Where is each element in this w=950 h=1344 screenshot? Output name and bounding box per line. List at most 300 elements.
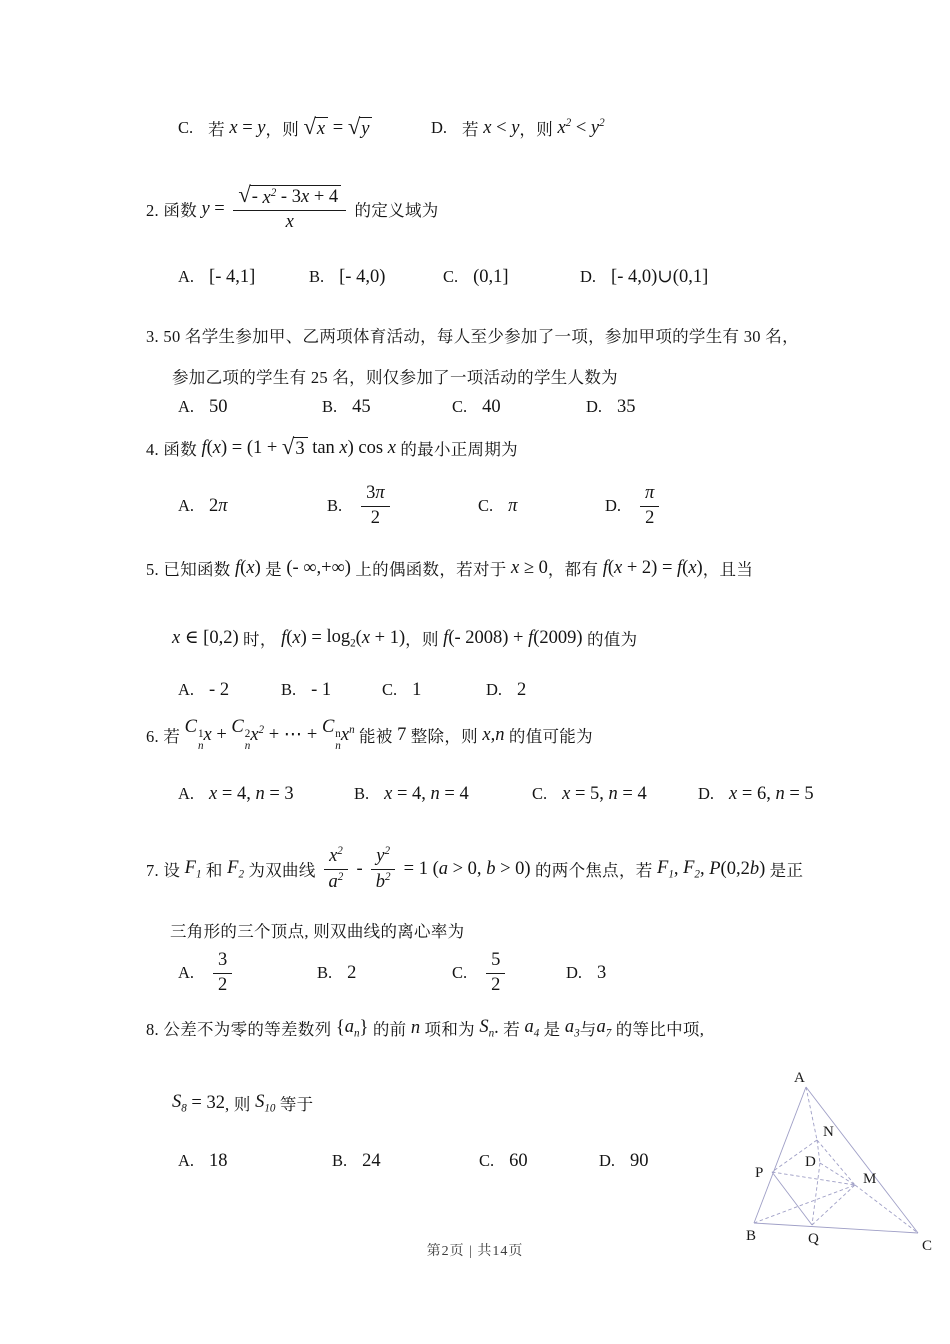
option-item <box>532 784 698 805</box>
math-variable: $x^2$ <box>250 723 265 746</box>
math-variable: $a_3$ <box>564 1016 580 1040</box>
math-variable: $a_n$ <box>344 1016 360 1040</box>
text-run: , 则 <box>224 1095 256 1114</box>
fraction-numerator <box>486 950 505 973</box>
question-2-options <box>178 262 708 292</box>
subscript: 2 <box>238 868 244 881</box>
option-item <box>178 680 281 701</box>
radical-sign-icon: √ <box>347 113 361 139</box>
text-run: 参加乙项的学生有 25 名，则仅参加了一项活动的学生人数为 <box>172 368 618 387</box>
option-label: C. <box>452 397 468 416</box>
question-7-stem-line-2 <box>170 918 464 942</box>
math-variable: x <box>361 627 371 648</box>
option-item <box>178 267 309 288</box>
option-label: B. <box>281 680 297 699</box>
option-item <box>486 680 526 701</box>
option-item <box>580 266 708 288</box>
math-variable: f <box>443 627 449 648</box>
math-text: tan <box>307 437 340 458</box>
question-3-stem-line-1 <box>146 323 799 347</box>
question-7-options <box>178 946 606 1000</box>
math-text: + 1) <box>370 627 406 648</box>
text-run: 若 <box>498 1020 525 1039</box>
fraction <box>640 483 659 529</box>
superscript: 2 <box>244 728 251 741</box>
option-label: C. <box>178 118 194 137</box>
fraction-numerator <box>361 483 390 506</box>
math-text: 2 <box>491 974 501 995</box>
option-value <box>208 113 372 140</box>
text-run: 的两个焦点，若 <box>530 861 657 880</box>
math-text: , <box>699 858 710 879</box>
question-7-stem-line-1 <box>146 838 803 900</box>
option-item <box>599 1151 649 1172</box>
option-label: D. <box>605 496 622 515</box>
superscript: n <box>335 728 341 741</box>
superscript: 2 <box>384 870 391 883</box>
option-item <box>478 496 605 517</box>
figure-edge-NM <box>817 1140 855 1185</box>
option-label: A. <box>178 963 195 982</box>
math-variable: f <box>235 557 241 578</box>
math-variable: x <box>292 627 301 648</box>
math-text: 50 <box>209 396 228 417</box>
math-text: ) <box>254 557 261 578</box>
option-value <box>209 496 228 517</box>
fraction-denominator <box>286 211 294 233</box>
text-run: 上的偶函数，若对于 <box>350 560 511 579</box>
option-value <box>339 267 385 288</box>
fraction <box>361 483 390 529</box>
text-run: ，则 <box>405 630 444 649</box>
superscript: 2 <box>599 116 605 129</box>
math-text: = 5 <box>784 783 814 804</box>
figure-label-N: N <box>823 1124 834 1140</box>
option-item <box>322 397 452 418</box>
fraction-denominator <box>376 870 391 893</box>
math-text: 3 <box>366 483 376 504</box>
option-item <box>178 113 431 140</box>
option-value <box>209 784 294 805</box>
math-variable: f <box>281 627 287 648</box>
math-text: (- ∞,+∞) <box>286 557 351 578</box>
option-item <box>178 950 317 996</box>
fraction <box>324 845 348 893</box>
math-variable: x <box>246 557 255 578</box>
question-5-options <box>178 676 526 704</box>
superscript: 2 <box>384 845 391 858</box>
figure-label-C: C <box>922 1238 933 1254</box>
text-run: 等于 <box>275 1095 314 1114</box>
fraction-denominator <box>329 870 344 893</box>
math-variable: f <box>602 557 608 578</box>
text-run: 8. 公差不为零的等差数列 <box>146 1020 336 1039</box>
math-text: 5 <box>491 950 501 971</box>
text-run: 是 <box>539 1020 565 1039</box>
text-run: 是 <box>260 560 287 579</box>
math-text: 2 <box>209 495 219 516</box>
fraction-numerator <box>233 181 346 211</box>
math-variable: P <box>709 858 721 879</box>
figure-label-M: M <box>863 1171 877 1187</box>
text-run: 时， <box>238 630 282 649</box>
option-item <box>178 496 327 517</box>
option-label: D. <box>431 118 448 137</box>
option-value <box>209 267 255 288</box>
math-variable: C 1 n <box>184 717 204 752</box>
math-variable: x <box>482 724 491 745</box>
math-text: < <box>571 117 591 138</box>
option-label: C. <box>479 1151 495 1170</box>
math-variable: C n n <box>321 717 341 752</box>
math-variable: x <box>562 783 571 804</box>
option-label: B. <box>322 397 338 416</box>
subscript: 8 <box>181 1102 187 1115</box>
subscript: n <box>353 1027 360 1040</box>
square-root <box>347 113 373 140</box>
math-variable: b <box>486 858 496 879</box>
question-6-options <box>178 778 814 810</box>
option-value <box>562 784 647 805</box>
text-run: ，则 <box>265 120 304 139</box>
option-item <box>178 784 354 805</box>
square-root <box>238 181 341 209</box>
math-text: ( <box>286 627 293 648</box>
fraction <box>233 181 346 234</box>
math-text: 2 <box>347 962 357 983</box>
option-label: D. <box>580 267 597 286</box>
math-variable: $a_7$ <box>596 1016 612 1040</box>
text-run: 和 <box>201 861 228 880</box>
option-item <box>327 483 478 529</box>
figure-edge-DM <box>820 1163 855 1185</box>
figure-edge-AB <box>754 1087 806 1223</box>
math-variable: x <box>384 783 393 804</box>
option-value <box>352 397 371 418</box>
option-label: A. <box>178 496 195 515</box>
text-run: 的前 <box>368 1020 411 1039</box>
option-label: B. <box>317 963 333 982</box>
subscript: 1 <box>195 868 202 881</box>
math-text: [- 4,1] <box>209 266 256 287</box>
radical-sign-icon: √ <box>281 433 295 459</box>
math-variable: x <box>172 627 181 648</box>
text-run: 三角形的三个顶点, 则双曲线的离心率为 <box>170 922 465 941</box>
figure-edge-AN <box>806 1087 817 1140</box>
option-value <box>611 266 708 288</box>
subscript: n <box>335 739 341 752</box>
figure-label-D: D <box>805 1154 816 1170</box>
math-variable: π <box>645 483 655 504</box>
option-value <box>311 680 331 701</box>
option-label: A. <box>178 267 195 286</box>
text-run: 5. 已知函数 <box>146 560 236 579</box>
math-text: 1 <box>412 679 422 700</box>
math-text: 7 <box>397 724 407 745</box>
text-run: 2. 函数 <box>146 201 202 220</box>
math-variable: y <box>201 198 210 219</box>
text-run: 6. 若 <box>146 727 185 746</box>
text-run: 若 <box>462 120 484 139</box>
figure-label-B: B <box>746 1228 757 1244</box>
math-variable: f <box>677 557 683 578</box>
math-variable: x <box>229 117 238 138</box>
radicand <box>315 117 328 140</box>
option-value <box>384 784 469 805</box>
option-label: A. <box>178 397 195 416</box>
question-5-stem-line-1 <box>146 551 753 585</box>
math-variable: $b^2$ <box>375 870 391 892</box>
math-text: (0,1] <box>473 266 509 287</box>
option-value <box>729 784 814 805</box>
text-run: 项和为 <box>420 1020 480 1039</box>
math-text: 2 <box>517 679 527 700</box>
math-text: + 4 <box>309 187 339 208</box>
math-variable: x <box>339 437 348 458</box>
math-variable: x <box>688 557 697 578</box>
subscript: 7 <box>605 1027 612 1040</box>
fraction-denominator <box>371 507 380 529</box>
square-root <box>303 113 329 140</box>
option-value <box>209 950 236 996</box>
math-variable: $y^2$ <box>590 116 605 139</box>
math-variable: $a^2$ <box>328 870 344 892</box>
math-text: ) = (1 + <box>220 437 282 458</box>
option-item <box>354 784 532 805</box>
text-run: 整除，则 <box>406 727 483 746</box>
math-text: 3 <box>597 962 607 983</box>
option-item <box>309 267 443 288</box>
subscript: 2 <box>350 637 356 650</box>
math-variable: n <box>775 783 785 804</box>
math-text: 24 <box>362 1150 381 1171</box>
option-item <box>332 1151 479 1172</box>
question-8-stem-line-2 <box>172 1086 313 1120</box>
math-text: = 4, <box>392 783 431 804</box>
option-value <box>362 1151 381 1172</box>
option-item <box>605 483 663 529</box>
question-2-stem <box>146 176 439 242</box>
option-value <box>482 397 501 418</box>
math-text: = 3 <box>264 783 294 804</box>
math-text: 35 <box>617 396 636 417</box>
math-variable: C 2 n <box>231 717 251 752</box>
math-text: 2 <box>645 507 655 528</box>
text-run: 的值可能为 <box>504 727 593 746</box>
math-text: ( <box>355 627 362 648</box>
math-text: = <box>209 198 230 219</box>
fraction <box>486 950 505 996</box>
question-8-options <box>178 1148 649 1174</box>
math-text: (2009) <box>533 627 583 648</box>
math-text: ) = <box>300 627 327 648</box>
option-value <box>630 1151 649 1172</box>
option-value <box>617 397 636 418</box>
option-item <box>431 116 605 140</box>
radicand <box>293 437 307 460</box>
fraction-denominator <box>491 974 500 996</box>
option-value <box>347 963 356 984</box>
option-value <box>517 680 526 701</box>
superscript: 1 <box>197 728 204 741</box>
math-variable: x <box>285 212 294 233</box>
subscript: 2 <box>694 868 700 881</box>
fraction <box>371 845 395 893</box>
math-variable: $S_8$ <box>172 1091 187 1115</box>
option-item <box>452 950 566 996</box>
option-label: C. <box>443 267 459 286</box>
option-value <box>597 963 606 984</box>
option-item <box>317 963 452 984</box>
math-variable: $x^2$ <box>557 116 572 139</box>
option-value <box>636 483 663 529</box>
option-label: A. <box>178 680 195 699</box>
math-variable: y <box>511 117 520 138</box>
math-variable: x <box>300 187 310 208</box>
text-run: 的值为 <box>582 630 638 649</box>
math-variable: n <box>255 783 265 804</box>
question-6-stem <box>146 716 593 754</box>
option-label: C. <box>382 680 398 699</box>
math-variable: π <box>218 495 228 516</box>
math-variable: a <box>438 858 448 879</box>
text-run: 7. 设 <box>146 861 185 880</box>
math-text: ∈ [0,2) <box>180 628 239 648</box>
math-text: = 4 <box>439 783 469 804</box>
square-root <box>281 433 308 460</box>
math-variable: π <box>375 483 385 504</box>
math-variable: x <box>203 724 212 745</box>
math-text: + <box>211 724 232 745</box>
option-label: B. <box>332 1151 348 1170</box>
question-4-options <box>178 480 663 532</box>
option-item <box>452 397 586 418</box>
math-variable: n <box>495 724 505 745</box>
math-variable: $a_4$ <box>524 1016 540 1040</box>
math-variable: y <box>361 118 370 139</box>
math-variable: n <box>430 783 440 804</box>
math-text: ) <box>696 557 703 578</box>
page-footer: 第2页 | 共14页 <box>426 1244 524 1259</box>
option-value <box>209 397 228 418</box>
fraction-numerator <box>640 483 659 506</box>
fraction-denominator <box>218 974 227 996</box>
radicand <box>250 185 341 209</box>
math-text: 2 <box>218 974 228 995</box>
option-value <box>209 680 229 701</box>
math-text: = 6, <box>737 783 776 804</box>
text-run: 是正 <box>765 861 804 880</box>
option-item <box>586 397 636 418</box>
question-1-options <box>178 113 605 140</box>
math-variable: n <box>608 783 618 804</box>
figure-label-Q: Q <box>808 1231 819 1247</box>
figure-edge-PM <box>772 1172 855 1185</box>
option-label: D. <box>566 963 583 982</box>
option-value <box>508 496 517 517</box>
math-text: [- 4,0) <box>339 266 386 287</box>
figure-edge-PQ <box>772 1172 812 1225</box>
math-text: - 3 <box>276 187 301 208</box>
math-variable: $x^n$ <box>340 723 355 746</box>
option-value <box>473 267 508 288</box>
math-variable: f <box>201 437 207 458</box>
figure-edge-QM <box>812 1185 855 1225</box>
superscript: 2 <box>337 870 344 883</box>
math-variable: $S_n$ <box>479 1016 495 1040</box>
option-item <box>178 1151 332 1172</box>
math-text: , <box>673 858 684 879</box>
math-variable: x <box>209 783 218 804</box>
math-variable: $F_2$ <box>683 857 700 881</box>
math-text: ( <box>240 557 247 578</box>
option-label: A. <box>178 1151 195 1170</box>
fraction-numerator <box>371 845 395 869</box>
math-text: 18 <box>209 1150 228 1171</box>
figure-label-P: P <box>755 1165 764 1181</box>
math-text: ( <box>206 437 213 458</box>
math-variable: $x^2$ <box>329 845 343 867</box>
math-variable: x <box>511 557 520 578</box>
math-variable: x <box>316 118 326 139</box>
option-label: D. <box>698 784 715 803</box>
option-item <box>698 784 814 805</box>
question-4-stem <box>146 430 518 466</box>
option-item <box>382 680 486 701</box>
math-text: $\log_2$ <box>326 626 356 650</box>
text-run: 3. 50 名学生参加甲、乙两项体育活动，每人至少参加了一项，参加甲项的学生有 30 名， <box>146 327 799 346</box>
subscript: 3 <box>574 1027 580 1040</box>
subscript: 10 <box>264 1102 276 1115</box>
figure-edge-BM <box>754 1185 855 1223</box>
option-value <box>209 1151 228 1172</box>
math-variable: x <box>387 437 396 458</box>
math-text: (- 2008) + <box>448 627 529 648</box>
math-text: - 2 <box>209 679 230 700</box>
option-value <box>509 1151 528 1172</box>
math-text: 90 <box>630 1150 649 1171</box>
option-label: D. <box>486 680 503 699</box>
question-3-stem-line-2 <box>172 364 618 388</box>
superscript: 2 <box>337 845 343 858</box>
superscript: 2 <box>258 723 265 736</box>
math-text: 3 <box>218 950 228 971</box>
math-variable: x <box>212 437 221 458</box>
math-text: - <box>251 187 263 208</box>
option-label: B. <box>309 267 325 286</box>
triangle-geometry-figure <box>733 1066 943 1261</box>
text-run: 4. 函数 <box>146 440 202 459</box>
superscript: 2 <box>565 116 572 129</box>
fraction-denominator <box>645 507 654 529</box>
math-text: = 32 <box>186 1092 225 1113</box>
math-variable: x <box>729 783 738 804</box>
question-5-stem-line-2 <box>172 621 637 655</box>
option-label: D. <box>599 1151 616 1170</box>
option-label: C. <box>452 963 468 982</box>
math-text: ) <box>759 858 766 879</box>
math-variable: $x^2$ <box>262 186 277 208</box>
math-text: = 5, <box>570 783 609 804</box>
math-text: { <box>335 1017 345 1038</box>
math-text: + ⋯ + <box>264 725 322 745</box>
question-8-stem-line-1 <box>146 1006 704 1050</box>
math-text: ) cos <box>347 437 388 458</box>
math-variable: $F_1$ <box>184 857 202 881</box>
math-variable: x <box>483 117 492 138</box>
math-text: 2 <box>370 507 381 528</box>
math-text: 40 <box>482 396 501 417</box>
